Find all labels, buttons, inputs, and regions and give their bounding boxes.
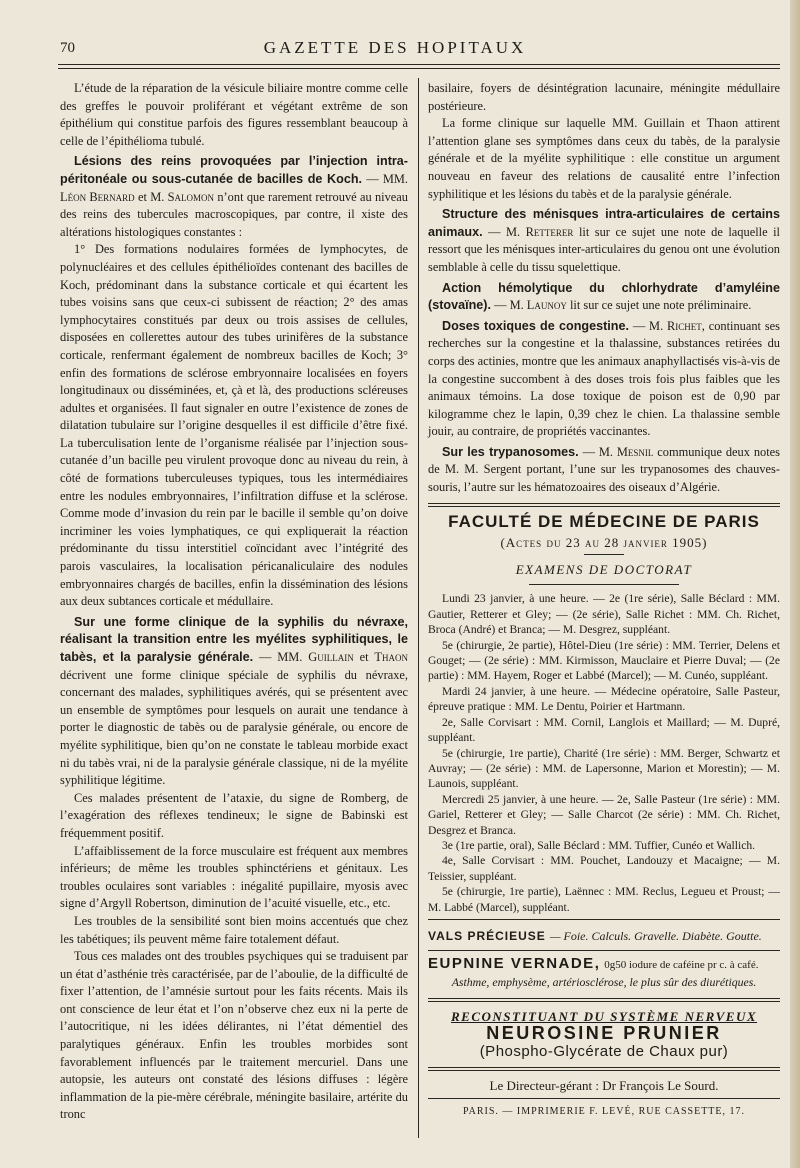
ad-rule [428,998,780,1002]
section-rule [428,503,780,507]
exams-title: EXAMENS DE DOCTORAT [515,561,693,577]
ad-eupnine [428,955,780,975]
section-syphilis [60,614,408,790]
paragraph: L’affaiblissement de la force musculaire est fréquent aux membres inférieurs; de même les troubles sphinctériens et génitaux. Les troubles oculaires sont variables : inégalité pupillaire, myosis avec signe d’Argyll Robertson, diminution de l’acuité visuelle, etc., etc. [60,843,408,911]
paragraph: Les troubles de la sensibilité sont bien moins accentués que chez les tabétiques; ils peuvent même faire totalement défaut. [60,913,408,946]
section-title: Structure des ménisques intra-articulaires de certains animaux. [428,207,780,239]
ad-headline: RECONSTITUANT DU SYSTÈME NERVEUX [450,1008,757,1024]
ad-neurosine [428,1008,780,1061]
paragraph: 1° Des formations nodulaires formées de lymphocytes, de polynucléaires et des cellules épithélioïdes contenant des bacilles de Koch, prédominant dans la substance corticale et qui écartent les tubes voisins sans que ceux-ci subissent de réaction; 2° des amas lymphocytaires constitués par deux ou trois assises de cellules, disposées en collerettes autour des tubes urinifères de la substance corticale, renfermant également de nombreux bacilles de Koch; 3° enfin des formations de sclérose embryonnaire localisées en foyers longitudinaux ou disséminées, et, çà et là, des productions scléreuses adultes et organisées. Il faut signaler en outre l’existence de zones de dilatation tubulaire sur l’origine desquelles il est difficile d’être fixé. La tuberculisation lente de l’organisme réalisée par l’injection sous-cutanée d’un bacille peu virulent provoque donc au niveau du rein, à côté de formations tuberculeuses typiques, tous les intermédiaires entre les nodules embryonnaires, l’infiltration diffuse et la sclérose. Comme mode d’invasion du rein par le bacille il semble qu’on doive incriminer les voies lymphatiques, ce qui expliquerait la réaction prédominante du tissu interstitiel coïncidant avec l’intégrité des parois vasculaires, la localisation péricanaliculaire des nodules embryonnaires chargés de bacilles, enfin la dissémination des lésions aux deux subtances corticale et médullaire. [60,242,408,609]
dash: — M. [490,298,527,313]
paragraph: La forme clinique sur laquelle MM. Guillain et Thaon attirent l’attention glane ses symptômes dans ceux du tabès, de la paralysie générale et de la myélite syphilitique : elle constitue un argument nouveau en faveur des relations de causalité entre l’infection syphilitique et les lésions du tabès et de la paralysie générale. [428,116,780,201]
ad-text: — Foie. Calculs. Gravelle. Diabète. Goutte. [549,928,762,943]
author-name: Retterer [525,224,574,239]
section-congestine [428,318,780,441]
dash: — M. [482,224,526,239]
ad-rule [428,1067,780,1071]
dash: — M. [578,444,617,459]
author-name: Launoy [526,298,567,313]
dash: — M. [628,318,667,333]
ad-brand: NEUROSINE PRUNIER [486,1023,722,1044]
section-title: Action hémolytique du chlorhydrate d’amyléine (stovaïne). [428,280,780,313]
exam-entry: 5e (chirurgie, 1re partie), Laënnec : MM. Reclus, Legueu et Proust; — M. Labbé (Marcel), suppléant. [428,885,780,914]
ad-brand: EUPNINE VERNADE, [428,954,601,972]
author-name: Thaon [374,650,408,664]
header-rule-thin [58,68,780,69]
header-rule [58,64,780,65]
exam-entry: Mercredi 25 janvier, à une heure. — 2e, Salle Pasteur (1re série) : MM. Gariel, Retterer et Gley; — Salle Charcot (2e série) : MM. Ch. Richet, Desgrez et Branca. [428,792,780,837]
paragraph-text: n’ont que rarement retrouvé au niveau des reins des tubercules macroscopiques, par contre, il xiste des altérations histologiques constantes : [60,189,408,239]
running-head: GAZETTE DES HOPITAUX [263,38,527,57]
exam-entry: Mardi 24 janvier, à une heure. — Médecine opératoire, Salle Pasteur, épreuve pratique : MM. Le Dentu, Poirier et Hartmann. [428,684,780,714]
conjunction: et M. [134,189,168,204]
exam-entry: 3e (1re partie, oral), Salle Béclard : MM. Tuffier, Cunéo et Wallich. [442,838,756,852]
author-name: Mesnil [616,444,654,459]
printer-line: PARIS. — IMPRIMERIE F. LEVÉ, RUE CASSETTE, 17. [462,1106,746,1118]
section-stovaine [428,280,780,315]
column-divider [418,78,419,1138]
paragraph-text: communique deux notes de M. M. Sergent portant, l’une sur les trypanosomes des chauves-souris, l’autre sur les hématozoaires des oiseaux d’Algérie. [428,444,780,495]
paragraph-text: lit sur ce sujet une note de laquelle il ressort que les ménisques inter-articulaires du genou ont une évolution semblable à celle du tissu squelettique. [428,224,780,274]
paragraph: basilaire, foyers de désintégration lacunaire, méningite médullaire postérieure. [428,81,780,113]
ad-rule [428,919,780,920]
dash: — MM. [362,171,408,186]
conjunction: et [353,650,375,664]
right-column [428,80,780,1121]
exam-entry: 2e, Salle Corvisart : MM. Cornil, Langlois et Maillard; — M. Dupré, suppléant. [428,715,780,745]
author-name: Léon Bernard [60,189,135,204]
section-title: Sur les trypanosomes. [442,444,579,459]
ad-text: (Phospho-Glycérate de Chaux pur) [479,1042,729,1060]
section-menisques [428,206,780,276]
left-column [60,80,408,1124]
ad-rule [428,950,780,951]
ad-text: 0g50 iodure de caféine pr c. à café. [604,958,759,971]
section-trypanosomes [428,444,780,497]
ad-vals [428,928,780,946]
section-title: Doses toxiques de congestine. [442,318,629,333]
exams-list [428,591,780,915]
ad-brand: VALS PRÉCIEUSE [428,928,546,943]
author-name: Guillain [308,650,354,664]
page-number: 70 [60,40,75,56]
exam-entry: 5e (chirurgie, 1re partie), Charité (1re série) : MM. Berger, Schwartz et Auvray; — (2e série) : MM. de Lapersonne, Marion et Morestin); — M. Launois, suppléant. [428,746,780,791]
author-name: Salomon [167,189,215,204]
exams-rule [529,584,679,585]
paragraph: Ces malades présentent de l’ataxie, du signe de Romberg, de l’exagération des réflexes tendineux; le signe de Babinski est fréquemment positif. [60,790,408,840]
exam-entry: 5e (chirurgie, 2e partie), Hôtel-Dieu (1re série) : MM. Terrier, Delens et Gouget; — (2e série) : MM. Kirmisson, Mauclaire et Pierre Duval; — (2e partie) : MM. Hayem, Roger et Labbé (Marcel); — M. Cunéo, suppléant. [428,638,780,683]
exam-entry: Lundi 23 janvier, à une heure. — 2e (1re série), Salle Béclard : MM. Gautier, Retterer et Gley; — (2e série), Salle Richet : MM. Ch. Richet, Broca (André) et Branca; — M. Desgrez, suppléant. [428,592,780,637]
paragraph: L’étude de la réparation de la vésicule biliaire montre comme celle des greffes le pouvoir proliférant et végétant extrême de son épithélium qui constitue parfois des figures ressemblant beaucoup à celle de l’épithélioma tubulé. [60,81,408,148]
paragraph-text: , continuant ses recherches sur la congestine et la thalassine, substances retirées du corps des actinies, montre que les animaux anaphyllactisés vis-à-vis de la congestine succombent à des doses trois fois plus faibles que les animaux témoins. La dose toxique de poison est de 0,90 par kilogramme chez le lapin, 0,39 chez le chien. La thalassine semble jouir, au contraire, de propriétés vaccinantes. [428,318,780,439]
director-line: Le Directeur-gérant : Dr François Le Sourd. [489,1077,719,1093]
dash: — MM. [253,650,309,664]
short-rule [584,554,624,555]
ad-eupnine-sub: Asthme, emphysème, artériosclérose, le plus sûr des diurétiques. [451,975,757,990]
footer-rule [428,1098,780,1099]
faculty-title: FACULTÉ DE MÉDECINE DE PARIS [448,511,760,531]
paragraph-text: lit sur ce sujet une note préliminaire. [566,298,752,313]
section-kidney [60,153,408,241]
section-title: Lésions des reins provoquées par l’injection intra-péritonéale ou sous-cutanée de bacilles de Koch. [60,154,408,186]
paragraph-text: décrivent une forme clinique spéciale de syphilis du névraxe, concernant des malades, syphilitiques avérés, qui se présentent avec un ensemble de symptômes pour lesquels on aurait une tendance à porter le diagnostic de tabès ou de paralysie générale, ou encore de myélite syphilitique, bien qu’on ne constate le tableau morbide exact ni du tabès vrai, ni de la paralysie générale classique, ni de la myélite syphilitique légitime. [60,667,408,788]
exam-entry: 4e, Salle Corvisart : MM. Pouchet, Landouzy et Macaigne; — M. Teissier, suppléant. [428,854,780,883]
paragraph: Tous ces malades ont des troubles psychiques qui se traduisent par un état d’asthénie très caractérisée, par de l’aboulie, de la difficulté de fixer l’attention, de l’amnésie surtout pour les faits récents. Mais ils ont conscience de leur état et l’on n’observe chez eux ni la perte de l’autocritique, ni les idées délirantes, ni l’état démentiel des paralytiques généraux. Enfin les troubles morbides sont favorablement influencés par le traitement mercuriel. Dans une autopsie, les auteurs ont constaté des lésions diffuses : légère inflammation de la pie-mère cérébrale, méningite basilaire, artérite du tronc [60,949,408,1122]
section-title: Sur une forme clinique de la syphilis du névraxe, réalisant la transition entre les myélites syphilitiques, le tabès, et la paralysie générale. [60,614,408,664]
page-edge [790,0,800,1168]
faculty-subtitle: (Actes du 23 au 28 janvier 1905) [500,535,708,551]
author-name: Richet [667,318,702,333]
